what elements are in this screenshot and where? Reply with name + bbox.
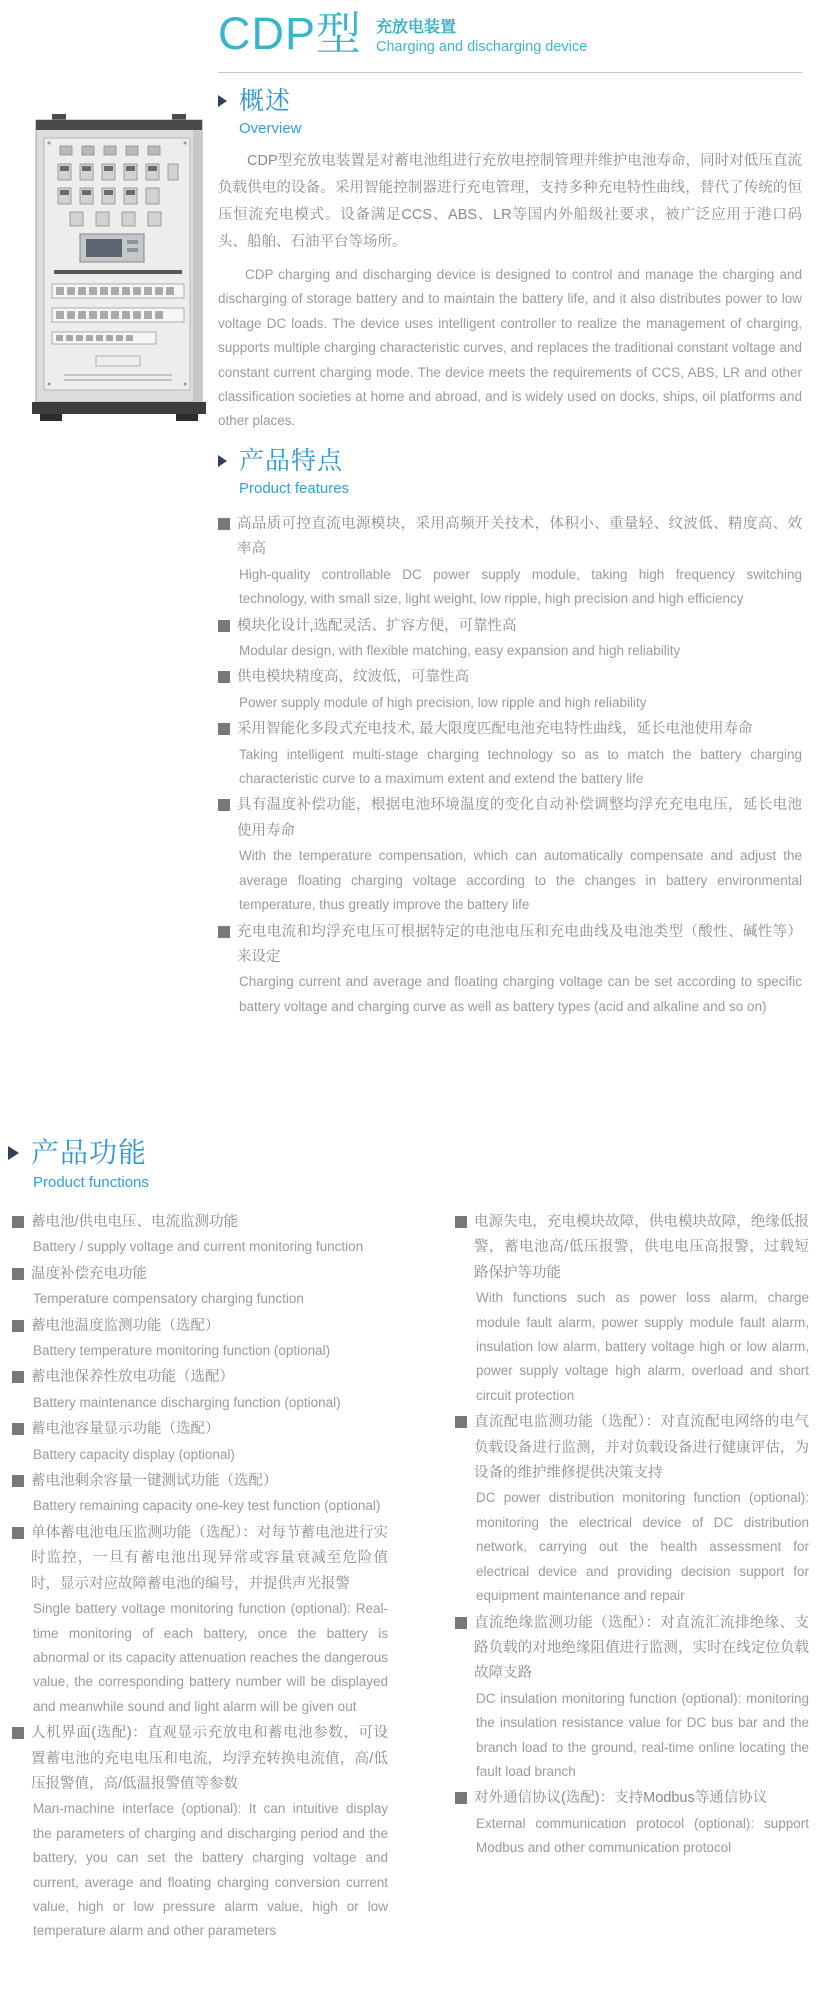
section-overview bbox=[218, 86, 802, 434]
feature-text-cn: 充电电流和均浮充电压可根据特定的电池电压和充电曲线及电池类型（酸性、碱性等）来设定 bbox=[218, 920, 802, 971]
function-text-en: Man-machine interface (optional): It can intuitive display the parameters of charging and discharging period and the battery, you can set the battery charging voltage and current, average and floating charging conversion current value, high or low pressure alarm value, high or low temperature alarm and other parameters bbox=[33, 1801, 388, 1939]
feature-text-cn: 采用智能化多段式充电技术, 最大限度匹配电池充电特性曲线，延长电池使用寿命 bbox=[218, 717, 802, 742]
feature-text-en: Modular design, with flexible matching, easy expansion and high reliability bbox=[239, 643, 681, 659]
feature-text-en: Power supply module of high precision, low ripple and high reliability bbox=[239, 694, 647, 710]
functions-right-column bbox=[455, 1210, 809, 1863]
function-text-cn: 温度补偿充电功能 bbox=[12, 1262, 388, 1287]
function-item bbox=[12, 1365, 388, 1415]
function-text-cn: 人机界面(选配)：直观显示充放电和蓄电池参数，可设置蓄电池的充电电压和电流，均浮充转换电流值，高/低压报警值，高/低温报警值等参数 bbox=[12, 1721, 388, 1797]
function-text-cn: 直流配电监测功能（选配）：对直流配电网络的电气负载设备进行监测，并对负载设备进行健康评估，为设备的维护维修提供决策支持 bbox=[455, 1410, 809, 1486]
square-bullet-icon bbox=[12, 1320, 24, 1332]
title-subtitles bbox=[376, 18, 587, 60]
feature-text-cn: 具有温度补偿功能，根据电池环境温度的变化自动补偿调整均浮充充电电压，延长电池使用寿命 bbox=[218, 793, 802, 844]
square-bullet-icon bbox=[12, 1727, 24, 1739]
features-list bbox=[218, 512, 802, 1019]
function-text-cn: 蓄电池容量显示功能（选配） bbox=[12, 1417, 388, 1442]
feature-item bbox=[218, 665, 802, 715]
overview-heading bbox=[218, 86, 802, 116]
overview-heading-cn: 概述 bbox=[239, 87, 292, 115]
square-bullet-icon bbox=[455, 1617, 467, 1629]
function-text-en: DC insulation monitoring function (optional): monitoring the insulation resistance value for DC bus bar and the branch load to the ground, real-time online locating the fault load branch bbox=[476, 1690, 809, 1779]
feature-text-en: Taking intelligent multi-stage charging technology so as to match the battery charging characteristic curve to a maximum extent and extend the battery life bbox=[239, 746, 802, 787]
overview-paragraph-en: CDP charging and discharging device is designed to control and manage the charging and discharging of storage battery and to maintain the battery life, and it also distributes power to low voltage DC loads. The device uses intelligent controller to realize the management of charging, supports multiple charging characteristic curves, and replaces the traditional constant voltage and constant current charging mode. The device meets the requirements of CCS, ABS, LR and other classification societies at home and abroad, and is widely used on docks, ships, oil platforms and other places. bbox=[218, 267, 802, 429]
triangle-bullet-icon bbox=[8, 1146, 19, 1160]
function-text-cn: 蓄电池温度监测功能（选配） bbox=[12, 1314, 388, 1339]
square-bullet-icon bbox=[12, 1527, 24, 1539]
function-text-cn: 对外通信协议(选配)：支持Modbus等通信协议 bbox=[455, 1786, 809, 1811]
functions-heading-en: Product functions bbox=[33, 1174, 149, 1191]
triangle-bullet-icon bbox=[218, 95, 227, 107]
square-bullet-icon bbox=[455, 1792, 467, 1804]
section-features bbox=[218, 446, 802, 1021]
square-bullet-icon bbox=[12, 1216, 24, 1228]
feature-text-en: High-quality controllable DC power supply module, taking high frequency switching technology, with small size, light weight, low ripple, high precision and high efficiency bbox=[239, 566, 802, 607]
function-text-en: Temperature compensatory charging function bbox=[33, 1291, 304, 1307]
square-bullet-icon bbox=[218, 799, 230, 811]
function-text-cn: 蓄电池/供电电压、电流监测功能 bbox=[12, 1210, 388, 1235]
functions-left-column bbox=[12, 1210, 388, 1946]
product-photo bbox=[30, 112, 208, 424]
square-bullet-icon bbox=[218, 926, 230, 938]
feature-item bbox=[218, 614, 802, 664]
function-item bbox=[12, 1469, 388, 1519]
feature-item bbox=[218, 717, 802, 791]
feature-text-cn: 高品质可控直流电源模块，采用高频开关技术，体积小、重量轻、纹波低、精度高、效率高 bbox=[218, 512, 802, 563]
function-text-en: Single battery voltage monitoring function (optional): Real-time monitoring of each battery, once the battery is abnormal or its capacity attenuation reaches the dangerous value, the corresponding battery number will be displayed and meanwhile sound and light alarm will be given out bbox=[33, 1601, 388, 1714]
functions-heading bbox=[8, 1136, 822, 1170]
functions-heading-cn: 产品功能 bbox=[31, 1137, 148, 1168]
features-heading-en: Product features bbox=[239, 480, 350, 497]
features-heading-cn: 产品特点 bbox=[239, 447, 344, 475]
header-divider bbox=[218, 72, 802, 73]
function-item bbox=[12, 1721, 388, 1944]
subtitle-en: Charging and discharging device bbox=[376, 39, 588, 55]
function-text-en: External communication protocol (optional): support Modbus and other communication protocol bbox=[476, 1815, 809, 1856]
square-bullet-icon bbox=[218, 671, 230, 683]
feature-text-cn: 模块化设计,选配灵活、扩容方便，可靠性高 bbox=[218, 614, 802, 639]
section-functions bbox=[8, 1136, 822, 2014]
feature-item bbox=[218, 793, 802, 917]
square-bullet-icon bbox=[12, 1475, 24, 1487]
functions-columns bbox=[8, 1210, 822, 2014]
square-bullet-icon bbox=[218, 723, 230, 735]
triangle-bullet-icon bbox=[218, 455, 227, 467]
function-item bbox=[455, 1410, 809, 1608]
feature-item bbox=[218, 920, 802, 1020]
function-item bbox=[12, 1521, 388, 1719]
function-text-cn: 蓄电池保养性放电功能（选配） bbox=[12, 1365, 388, 1390]
function-item bbox=[12, 1314, 388, 1364]
square-bullet-icon bbox=[218, 518, 230, 530]
function-text-en: Battery capacity display (optional) bbox=[33, 1446, 235, 1462]
page-title bbox=[218, 8, 587, 60]
feature-text-en: With the temperature compensation, which can automatically compensate and adjust the average floating charging voltage according to the changes in battery environmental temperature, thus greatly improve the battery life bbox=[239, 848, 802, 913]
function-text-cn: 直流绝缘监测功能（选配）：对直流汇流排绝缘、支路负载的对地绝缘阻值进行监测，实时在线定位负载故障支路 bbox=[455, 1611, 809, 1687]
function-text-en: With functions such as power loss alarm, charge module fault alarm, power supply module fault alarm, insulation low alarm, battery voltage high or low alarm, power supply voltage high alarm, overload and short circuit protection bbox=[476, 1290, 809, 1403]
square-bullet-icon bbox=[12, 1371, 24, 1383]
function-text-en: DC power distribution monitoring function (optional): monitoring the electrical device of DC distribution network, carrying out the health assessment for electrical device and providing decision support for equipment maintenance and repair bbox=[476, 1490, 809, 1604]
function-item bbox=[455, 1786, 809, 1860]
cabinet-illustration bbox=[30, 112, 208, 424]
feature-text-en: Charging current and average and floating charging voltage can be set according to specific battery voltage and charging curve as well as battery types (acid and alkaline and so on) bbox=[239, 974, 802, 1014]
function-text-cn: 单体蓄电池电压监测功能（选配）：对每节蓄电池进行实时监控，一旦有蓄电池出现异常或容量衰减至危险值时，显示对应故障蓄电池的编号，并提供声光报警 bbox=[12, 1521, 388, 1597]
function-item bbox=[455, 1611, 809, 1785]
function-item bbox=[12, 1210, 388, 1260]
function-item bbox=[455, 1210, 809, 1408]
function-text-en: Battery remaining capacity one-key test function (optional) bbox=[33, 1498, 381, 1514]
feature-item bbox=[218, 512, 802, 612]
square-bullet-icon bbox=[12, 1268, 24, 1280]
overview-paragraph-cn: CDP型充放电装置是对蓄电池组进行充放电控制管理并维护电池寿命，同时对低压直流负载供电的设备。采用智能控制器进行充电管理，支持多种充电特性曲线，替代了传统的恒压恒流充电模式。设备满足CCS、ABS、LR等国内外船级社要求，被广泛应用于港口码头、船舶、石油平台等场所。 bbox=[218, 153, 802, 250]
square-bullet-icon bbox=[455, 1216, 467, 1228]
square-bullet-icon bbox=[218, 620, 230, 632]
function-text-en: Battery temperature monitoring function (optional) bbox=[33, 1343, 331, 1359]
square-bullet-icon bbox=[455, 1416, 467, 1428]
function-text-en: Battery / supply voltage and current monitoring function bbox=[33, 1239, 364, 1255]
overview-heading-en: Overview bbox=[239, 120, 302, 137]
feature-text-cn: 供电模块精度高，纹波低，可靠性高 bbox=[218, 665, 802, 690]
subtitle-cn: 充放电装置 bbox=[376, 19, 457, 36]
function-text-cn: 蓄电池剩余容量一键测试功能（选配） bbox=[12, 1469, 388, 1494]
model-name: CDP型 bbox=[218, 8, 363, 59]
function-item bbox=[12, 1417, 388, 1467]
square-bullet-icon bbox=[12, 1423, 24, 1435]
function-text-en: Battery maintenance discharging function (optional) bbox=[33, 1394, 341, 1410]
function-item bbox=[12, 1262, 388, 1312]
features-heading bbox=[218, 446, 802, 476]
function-text-cn: 电源失电，充电模块故障，供电模块故障，绝缘低报警，蓄电池高/低压报警，供电电压高报警，过载短路保护等功能 bbox=[455, 1210, 809, 1286]
